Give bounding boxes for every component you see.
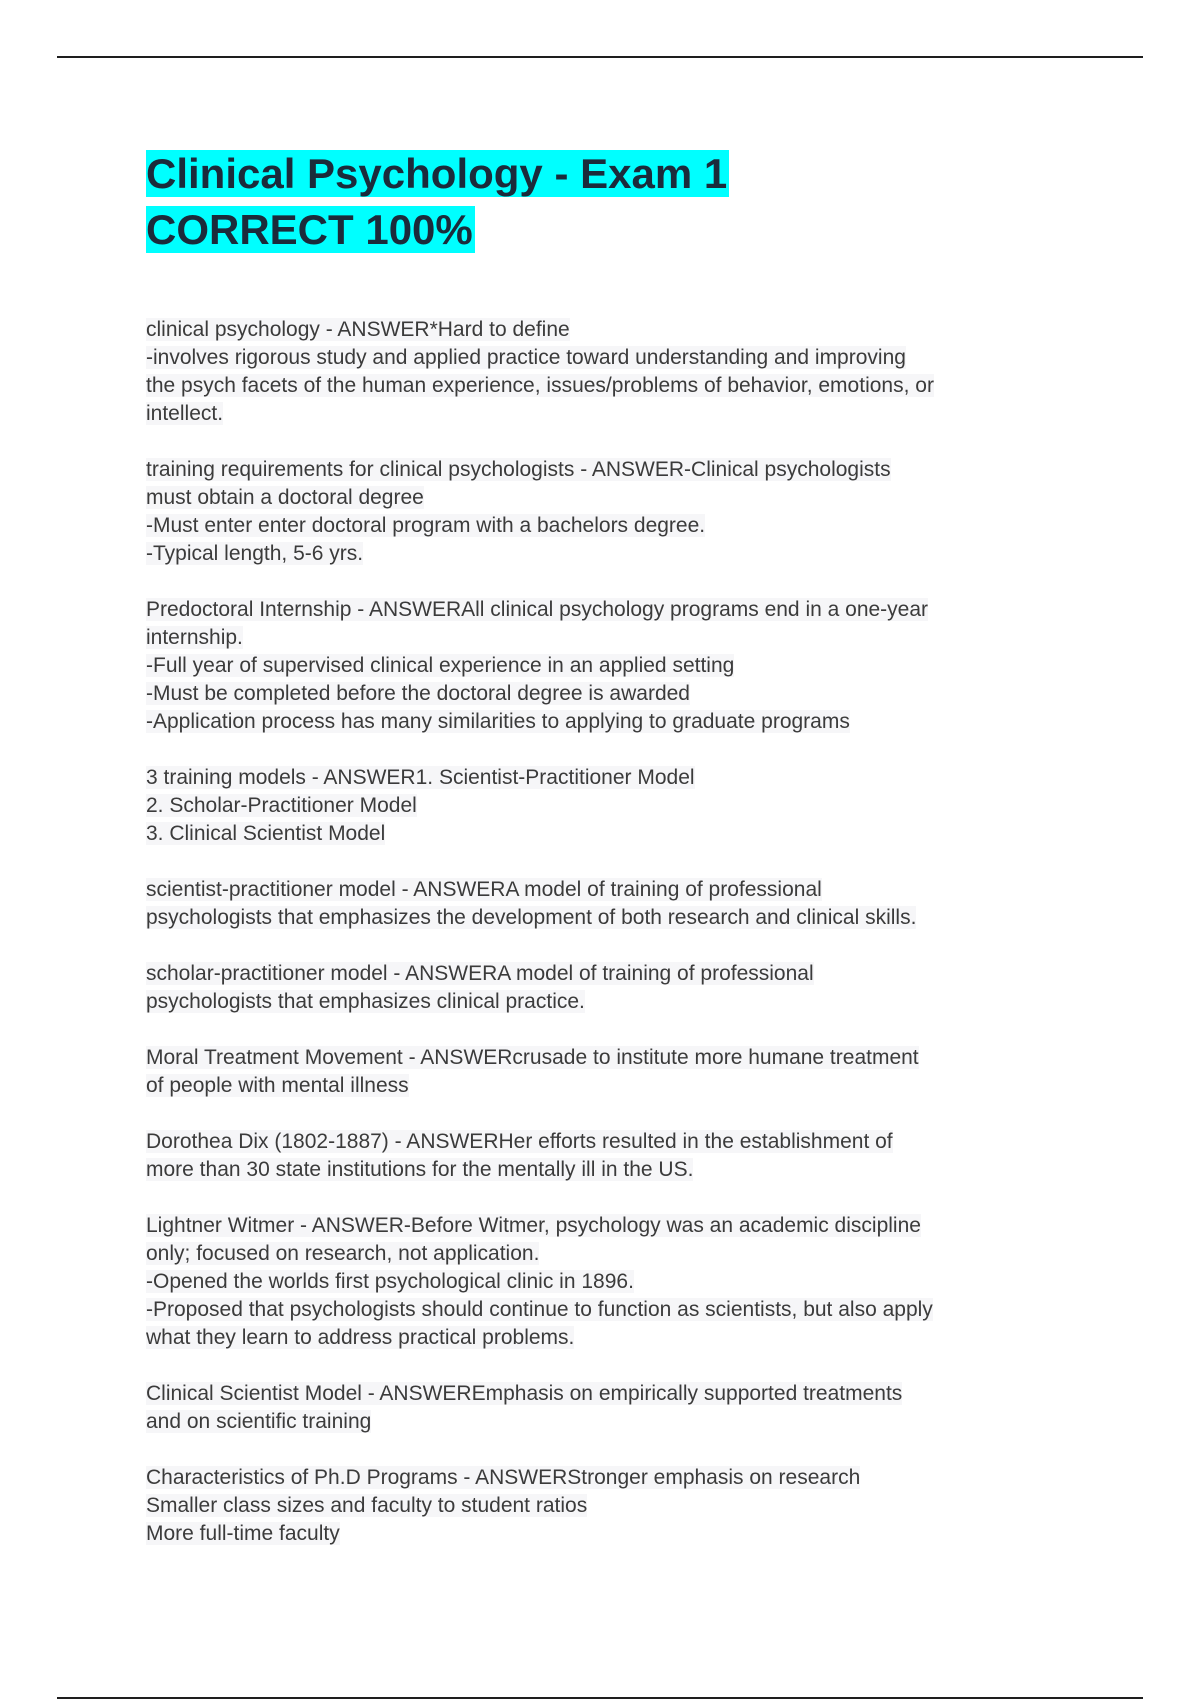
qa-entry-predoctoral-internship [146,596,1066,736]
entry-line: Lightner Witmer - ANSWER-Before Witmer, psychology was an academic discipline [146,1214,921,1237]
entry-line: Moral Treatment Movement - ANSWERcrusade to institute more humane treatment [146,1046,919,1069]
entry-line: psychologists that emphasizes clinical practice. [146,990,585,1013]
bottom-rule [57,1697,1143,1699]
entry-line: Clinical Scientist Model - ANSWEREmphasis on empirically supported treatments [146,1382,903,1405]
qa-entry-phd-programs [146,1464,1066,1548]
title-line-2: CORRECT 100% [146,206,473,253]
entry-line: -Application process has many similarities to applying to graduate programs [146,710,850,733]
entry-line: of people with mental illness [146,1074,409,1097]
entry-line: Smaller class sizes and faculty to student ratios [146,1494,588,1517]
qa-entry-training-requirements [146,456,1066,568]
entry-line: must obtain a doctoral degree [146,486,424,509]
top-rule [57,56,1143,58]
entry-line: -Proposed that psychologists should continue to function as scientists, but also apply [146,1298,933,1321]
entry-line: more than 30 state institutions for the mentally ill in the US. [146,1158,694,1181]
qa-entry-scholar-practitioner [146,960,1066,1016]
entry-line: -Full year of supervised clinical experience in an applied setting [146,654,735,677]
qa-entry-dorothea-dix [146,1128,1066,1184]
entry-line: -Must be completed before the doctoral degree is awarded [146,682,690,705]
entry-line: what they learn to address practical problems. [146,1326,575,1349]
entry-line: More full-time faculty [146,1522,340,1545]
entry-line: -Opened the worlds first psychological clinic in 1896. [146,1270,634,1293]
title-line-1: Clinical Psychology - Exam 1 [146,150,728,197]
qa-entry-lightner-witmer [146,1212,1066,1352]
page-title [146,146,1066,258]
document-body [146,146,1066,1576]
qa-entry-moral-treatment [146,1044,1066,1100]
entry-line: scholar-practitioner model - ANSWERA model of training of professional [146,962,814,985]
entry-line: only; focused on research, not application. [146,1242,540,1265]
entry-line: -involves rigorous study and applied practice toward understanding and improving [146,346,906,369]
entry-line: scientist-practitioner model - ANSWERA model of training of professional [146,878,822,901]
entry-line: Predoctoral Internship - ANSWERAll clinical psychology programs end in a one-year [146,598,929,621]
entry-line: psychologists that emphasizes the development of both research and clinical skills. [146,906,917,929]
entry-line: and on scientific training [146,1410,372,1433]
entry-line: -Typical length, 5-6 yrs. [146,542,364,565]
entry-line: clinical psychology - ANSWER*Hard to define [146,318,570,341]
entry-line: 3. Clinical Scientist Model [146,822,386,845]
entry-line: 3 training models - ANSWER1. Scientist-Practitioner Model [146,766,695,789]
entry-line: internship. [146,626,243,649]
entry-line: the psych facets of the human experience, issues/problems of behavior, emotions, or [146,374,934,397]
entry-line: Dorothea Dix (1802-1887) - ANSWERHer efforts resulted in the establishment of [146,1130,893,1153]
entry-line: training requirements for clinical psychologists - ANSWER-Clinical psychologists [146,458,891,481]
entry-line: 2. Scholar-Practitioner Model [146,794,417,817]
qa-entry-scientist-practitioner [146,876,1066,932]
qa-entry-training-models [146,764,1066,848]
entry-line: Characteristics of Ph.D Programs - ANSWERStronger emphasis on research [146,1466,861,1489]
qa-entry-clinical-psychology [146,316,1066,428]
entry-line: intellect. [146,402,224,425]
entry-line: -Must enter enter doctoral program with a bachelors degree. [146,514,706,537]
qa-entry-clinical-scientist-model [146,1380,1066,1436]
